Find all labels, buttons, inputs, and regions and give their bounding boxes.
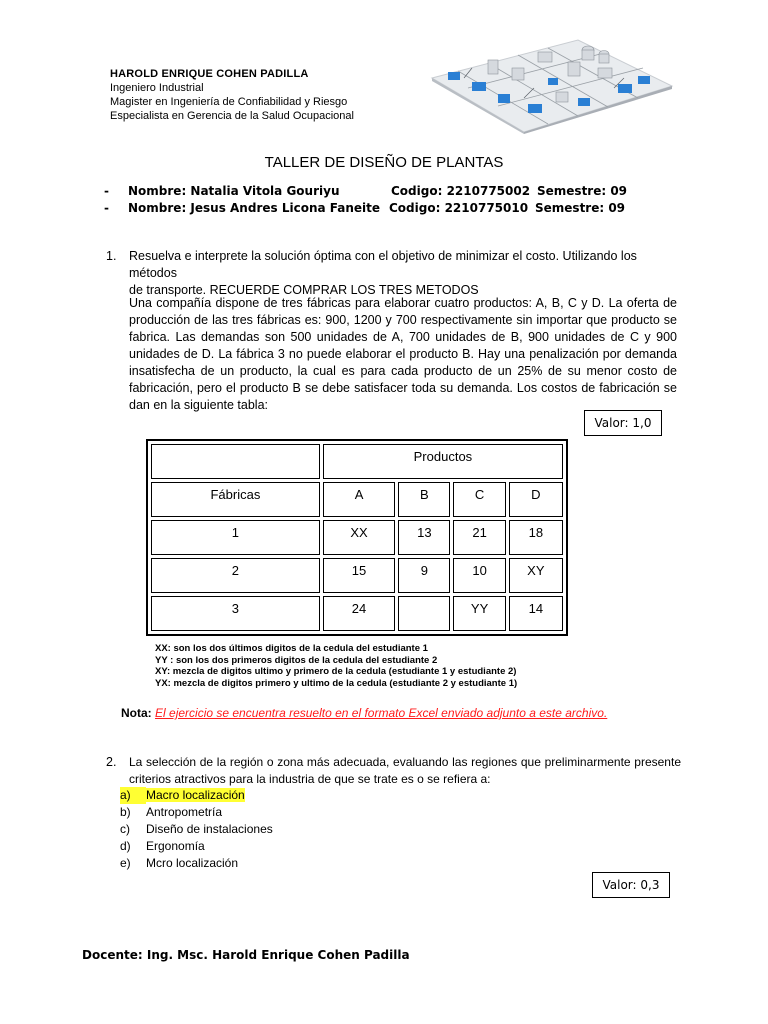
table-cell: 13	[398, 520, 450, 555]
author-name: HAROLD ENRIQUE COHEN PADILLA	[110, 68, 309, 80]
author-title-3: Especialista en Gerencia de la Salud Ocupacional	[110, 110, 354, 122]
variable-notes	[155, 643, 517, 689]
productos-header: Productos	[323, 444, 563, 479]
fabricas-header: Fábricas	[151, 482, 320, 517]
option-e	[120, 855, 273, 872]
student-semester: Semestre: 09	[537, 184, 628, 198]
question-1-line-1: Resuelva e interprete la solución óptima con el objetivo de minimizar el costo. Utilizando los métodos	[129, 249, 637, 280]
question-1-line-2: de transporte. RECUERDE COMPRAR LOS TRES METODOS	[129, 283, 479, 297]
option-letter: c)	[120, 822, 130, 836]
table-cell: 21	[453, 520, 505, 555]
table-row	[151, 520, 563, 555]
table-cell: 18	[509, 520, 563, 555]
col-header-d: D	[509, 482, 563, 517]
industrial-plant-illustration	[428, 38, 674, 134]
table-cell: 14	[509, 596, 563, 631]
student-code: Codigo: 2210775010	[389, 201, 529, 215]
col-header-a: A	[323, 482, 395, 517]
table-cell: 24	[323, 596, 395, 631]
question-2-line-1: La selección de la región o zona más adecuada, evaluando las regiones que preliminarmente presente	[129, 755, 681, 769]
bullet-dash: -	[104, 184, 109, 198]
option-letter: e)	[120, 856, 131, 870]
table-row	[151, 596, 563, 631]
table-row	[151, 558, 563, 593]
nota-text: El ejercicio se encuentra resuelto en el formato Excel enviado adjunto a este archivo.	[155, 706, 608, 720]
student-row-2	[0, 201, 768, 217]
author-title-1: Ingeniero Industrial	[110, 82, 204, 94]
row-label: 2	[151, 558, 320, 593]
question-1-value-box: Valor: 1,0	[584, 410, 662, 436]
option-letter: d)	[120, 839, 131, 853]
option-a	[120, 787, 273, 804]
option-text-selected: Macro localización	[146, 788, 245, 802]
table-header-row	[151, 444, 563, 479]
note-xx: XX: son los dos últimos digitos de la cedula del estudiante 1	[155, 643, 428, 654]
student-name: Nombre: Jesus Andres Licona Faneite	[128, 201, 381, 215]
note-yx: YX: mezcla de digitos primero y ultimo de la cedula (estudiante 2 y estudiante 1)	[155, 677, 518, 689]
option-d	[120, 838, 273, 855]
table-cell: 10	[453, 558, 505, 593]
table-cell	[398, 596, 450, 631]
option-c	[120, 821, 273, 838]
docente-footer: Docente: Ing. Msc. Harold Enrique Cohen Padilla	[82, 948, 410, 962]
question-1-instruction	[129, 248, 681, 299]
option-text: Ergonomía	[146, 839, 205, 853]
row-label: 3	[151, 596, 320, 631]
question-2-line-2: criterios atractivos para la industria de que se trate es o se refiera a:	[129, 772, 491, 786]
nota-label: Nota:	[121, 706, 152, 720]
row-label: 1	[151, 520, 320, 555]
author-title-2: Magister en Ingeniería de Confiabilidad y Riesgo	[110, 96, 348, 108]
table-cell: XX	[323, 520, 395, 555]
student-row-1	[0, 184, 768, 200]
question-2-prompt	[129, 754, 681, 788]
student-code: Codigo: 2210775002	[391, 184, 531, 198]
col-header-c: C	[453, 482, 505, 517]
option-text: Diseño de instalaciones	[146, 822, 273, 836]
col-header-b: B	[398, 482, 450, 517]
options-list	[120, 787, 273, 872]
option-text: Antropometría	[146, 805, 223, 819]
document-title: TALLER DE DISEÑO DE PLANTAS	[264, 154, 504, 171]
nota-line	[121, 706, 607, 720]
table-cell: YY	[453, 596, 505, 631]
table-cell: 9	[398, 558, 450, 593]
question-1-paragraph: Una compañía dispone de tres fábricas para elaborar cuatro productos: A, B, C y D. La oferta de producción de las tres fábricas es: 900, 1200 y 700 respectivamente sin importar que producto se fabrica. Las demandas son 500 unidades de A, 700 unidades de B, 900 unidades de C y 900 unidades de D. La fábrica 3 no puede elaborar el producto B. Hay una penalización por demanda insatisfecha de un producto, la cual es para cada producto de un 25% de su menor costo de fabricación, pero el producto B se debe satisfacer toda su demanda. Los costos de fabricación se dan en la siguiente tabla:	[129, 296, 677, 412]
table-cell: 15	[323, 558, 395, 593]
question-2-number: 2.	[106, 755, 117, 769]
table-cell: XY	[509, 558, 563, 593]
note-yy: YY : son los dos primeros digitos de la cedula del estudiante 2	[155, 654, 438, 666]
note-xy: XY: mezcla de digitos ultimo y primero de la cedula (estudiante 1 y estudiante 2)	[155, 666, 517, 677]
option-text: Mcro localización	[146, 856, 239, 870]
option-letter: b)	[120, 805, 131, 819]
student-name: Nombre: Natalia Vitola Gouriyu	[128, 184, 340, 198]
table-row	[151, 482, 563, 517]
student-semester: Semestre: 09	[535, 201, 626, 215]
option-letter: a)	[120, 787, 146, 804]
cost-table	[146, 439, 568, 636]
question-2-value-box: Valor: 0,3	[592, 872, 670, 898]
option-b	[120, 804, 273, 821]
table-corner-cell	[151, 444, 320, 479]
bullet-dash: -	[104, 201, 109, 215]
question-1-number: 1.	[106, 249, 117, 263]
